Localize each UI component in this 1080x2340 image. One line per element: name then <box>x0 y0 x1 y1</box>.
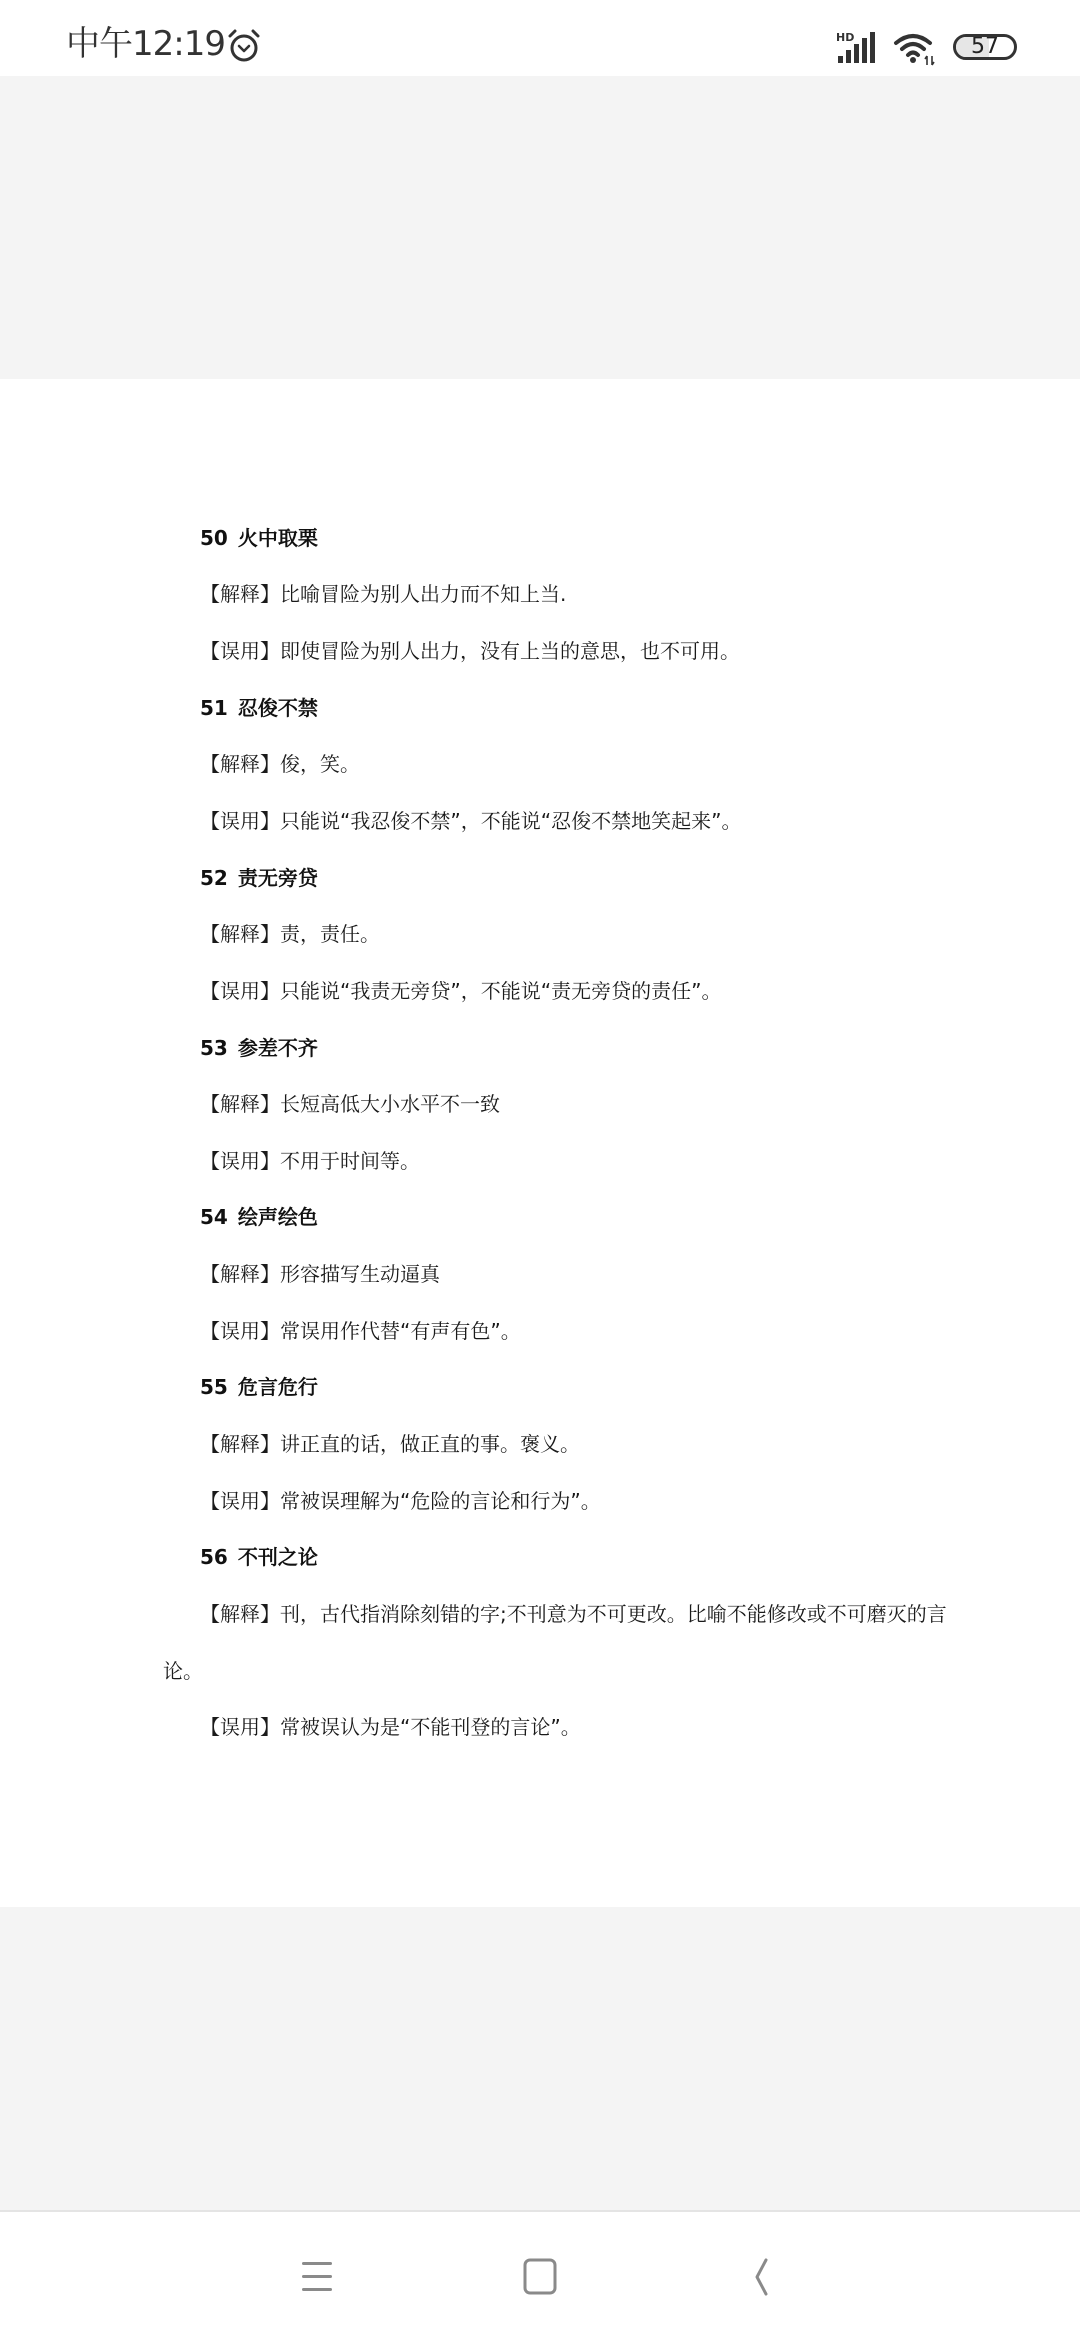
entry-number: 54 <box>200 1205 228 1229</box>
status-bar <box>0 0 1080 76</box>
entry-heading <box>200 1202 318 1232</box>
back-icon[interactable] <box>736 2252 796 2302</box>
navigation-bar <box>0 2210 1080 2340</box>
status-time: 中午12:19 <box>66 24 225 64</box>
entry-title: 忍俊不禁 <box>237 696 318 720</box>
battery-icon <box>953 34 1017 60</box>
entry-number: 52 <box>200 866 228 890</box>
entry-misuse: 【误用】即使冒险为别人出力，没有上当的意思，也不可用。 <box>200 639 740 663</box>
entry-explanation: 【解释】讲正直的话，做正直的事。褒义。 <box>200 1432 580 1456</box>
document-page[interactable] <box>0 379 1080 1907</box>
entry-heading <box>200 523 318 553</box>
entry-title: 不刊之论 <box>237 1545 318 1569</box>
entry-explanation: 【解释】刊，古代指消除刻错的字;不刊意为不可更改。比喻不能修改或不可磨灭的言 <box>200 1602 947 1626</box>
entry-explanation: 【解释】形容描写生动逼真 <box>200 1262 440 1286</box>
entry-explanation: 【解释】责，责任。 <box>200 922 380 946</box>
entry-number: 56 <box>200 1545 228 1569</box>
entry-misuse: 【误用】只能说“我忍俊不禁”，不能说“忍俊不禁地笑起来”。 <box>200 809 742 833</box>
entry-misuse: 【误用】常被误理解为“危险的言论和行为”。 <box>200 1489 601 1513</box>
entry-heading <box>200 863 318 893</box>
entry-misuse: 【误用】不用于时间等。 <box>200 1149 420 1173</box>
entry-misuse: 【误用】常被误认为是“不能刊登的言论”。 <box>200 1715 581 1739</box>
entry-title: 火中取栗 <box>237 526 318 550</box>
entry-heading <box>200 693 318 723</box>
entry-title: 责无旁贷 <box>237 866 318 890</box>
entry-explanation-continued: 论。 <box>163 1659 203 1683</box>
entry-number: 55 <box>200 1375 228 1399</box>
entry-explanation: 【解释】比喻冒险为别人出力而不知上当. <box>200 582 567 606</box>
alarm-clock-icon <box>226 28 262 64</box>
menu-icon[interactable] <box>286 2252 346 2302</box>
entry-number: 50 <box>200 526 228 550</box>
entry-title: 参差不齐 <box>237 1036 318 1060</box>
entry-misuse: 【误用】只能说“我责无旁贷”，不能说“责无旁贷的责任”。 <box>200 979 722 1003</box>
entry-number: 53 <box>200 1036 228 1060</box>
svg-text:HD: HD <box>836 31 855 44</box>
battery-level: 57 <box>971 34 999 59</box>
entry-heading <box>200 1372 318 1402</box>
entry-title: 危言危行 <box>237 1375 318 1399</box>
entry-title: 绘声绘色 <box>237 1205 318 1229</box>
home-icon[interactable] <box>510 2252 570 2302</box>
entry-explanation: 【解释】俊，笑。 <box>200 752 360 776</box>
entry-number: 51 <box>200 696 228 720</box>
entry-explanation: 【解释】长短高低大小水平不一致 <box>200 1092 500 1116</box>
signal-icon <box>836 30 880 64</box>
entry-heading <box>200 1542 318 1572</box>
wifi-icon <box>893 32 937 66</box>
entry-heading <box>200 1033 318 1063</box>
entry-misuse: 【误用】常误用作代替“有声有色”。 <box>200 1319 521 1343</box>
